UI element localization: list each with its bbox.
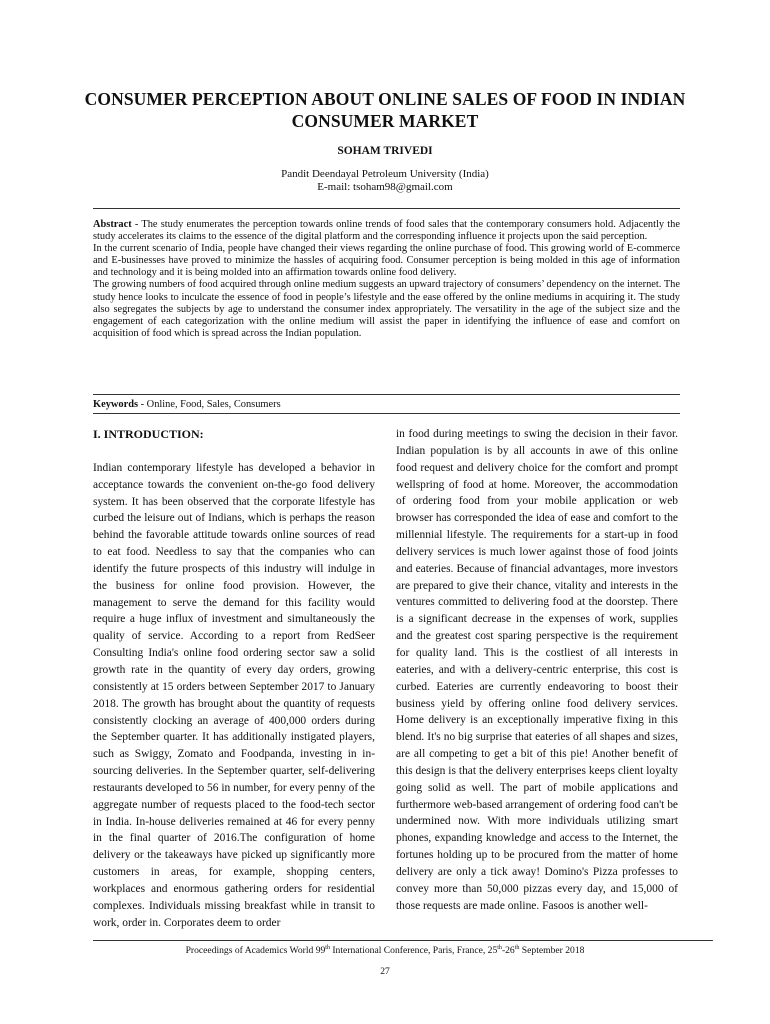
footer-citation xyxy=(0,945,770,956)
page-number: 27 xyxy=(380,966,390,977)
footer-dash: -26 xyxy=(501,945,515,956)
intro-paragraph-left: Indian contemporary lifestyle has developed a behavior in acceptance towards the convenient on-the-go food delivery system. It has been observed that the corporate lifestyle has curbed the leisure out of Indians, which is perhaps the reason behind the favorable attitude towards online sources of read to eat food. Needless to say that the companies who can identify the future prospects of this industry will indulge in the business for online food provision. However, the management to serve the demand for this facility would require a huge influx of investment and simultaneously the quality of service. According to a report from RedSeer Consulting India's online food ordering sector saw a solid growth rate in the quantity of every day orders, growing consistently at 15 orders between September 2017 to January 2018. The growth has brought about the quantity of requests consistently clocking an average of 400,000 orders during the September quarter. It has additionally instigated players, such as Swiggy, Zomato and Foodpanda, investing in in-sourcing deliveries. In the September quarter, self-delivering restaurants developed to 56 in number, for every penny of the aggregate number of requests placed to the food-tech sector in India. In-house deliveries remained at 46 for every penny in the final quarter of 2016.The configuration of home delivery or the takeaways have picked up significantly more customers in areas, for example, shopping centers, workplaces and enormous gathering orders for residential complexes. Individuals missing breakfast while in transit to work, order in. Corporates deem to order xyxy=(93,461,375,929)
keywords-top-rule xyxy=(93,394,680,395)
footer-suffix: September 2018 xyxy=(519,945,585,956)
section-heading-introduction: I. INTRODUCTION: xyxy=(93,427,204,441)
abstract xyxy=(93,219,680,340)
abstract-text-1: - The study enumerates the perception towards online trends of food sales that the contemporary consumers hold. Adjacently the study accelerates its claims to the essence of the digital platform and the corresponding influence it projects upon the said perception. xyxy=(93,219,680,243)
keywords-bottom-rule xyxy=(93,413,680,414)
abstract-label: Abstract xyxy=(93,219,132,230)
author-email: E-mail: tsoham98@gmail.com xyxy=(317,181,453,193)
footer-rule xyxy=(93,940,713,941)
body-column-right xyxy=(396,426,678,914)
keywords-label: Keywords xyxy=(93,399,139,410)
abstract-top-rule xyxy=(93,208,680,209)
footer-sup-2: th xyxy=(497,944,502,951)
body-column-left xyxy=(93,426,375,931)
footer-sup-1: th xyxy=(325,944,330,951)
intro-paragraph-right: in food during meetings to swing the decision in their favor. Indian population is by all accounts in awe of this online food request and delivery choice for the comfort and prompt wellspring of food at home. Moreover, the accommodation of ordering food from your mobile application or web browser has corresponded the idea of ease and comfort to the millennial lifestyle. The requirements for a start-up in food delivery services is much lower against those of food joints and eateries. Because of financial advantages, more investors are prepared to give their chance, vitality and interests in the ventures committed to delivering food at the doorstep. There is a significant decrease in the expenses of work, supplies and the greatest cost sparing perspective is the requirement for quality land. This is the costliest of all interests in eateries, and with a delivery-centric enterprise, this cost is curbed. Eateries are currently endeavoring to boost their business yield by offering online food delivery services. Home delivery is an exceptionally imperative fixing in this blend. It's no big surprise that eateries of all shapes and sizes, are all competing to get a bit of this pie! Another benefit of this design is that the delivery enterprises keeps client loyalty going solid as well. The part of mobile applications and furthermore web-based arrangement of ordering food can't be undermined now. With more individuals utilizing smart phones, expanding knowledge and access to the Internet, the fortunes holding up to be procured from the matter of home delivery are only a tick away! Domino's Pizza professes to convey more than 50,000 pizzas every day, and 15,000 of those requests are made online. Fasoos is another well- xyxy=(396,428,678,912)
abstract-paragraph-3: The growing numbers of food acquired through online medium suggests an upward trajectory of consumers’ dependency on the internet. The study hence looks to inculcate the essence of food in people’s lifestyle and the ease offered by the online mediums in acquiring it. The study also segregates the subjects by age to understand the consumer index appropriately. The versatility in the age of the subject size and the engagement of each categorization with the online medium will assist the paper in identifying the influence of ease and comfort on acquisition of food which is spread across the Indian population. xyxy=(93,279,680,339)
footer-sup-3: th xyxy=(514,944,520,951)
author-affiliation-block xyxy=(0,168,770,194)
affiliation: Pandit Deendayal Petroleum University (India) xyxy=(281,168,489,180)
paper-title: CONSUMER PERCEPTION ABOUT ONLINE SALES OF FOOD IN INDIAN CONSUMER MARKET xyxy=(84,89,686,131)
abstract-paragraph-2: In the current scenario of India, people have changed their views regarding the online purchase of food. This growing world of E-commerce and E-businesses have proved to minimize the hassles of acquiring food. Consumer perception is being molded in this age of information and technology and it is being molded into an affirmation towards online food delivery. xyxy=(93,243,680,279)
keywords-line xyxy=(93,399,680,410)
author-name: SOHAM TRIVEDI xyxy=(337,145,433,157)
footer-middle: International Conference, Paris, France, 25 xyxy=(329,945,498,956)
footer-prefix: Proceedings of Academics World 99 xyxy=(185,945,326,956)
keywords-text: - Online, Food, Sales, Consumers xyxy=(138,399,281,410)
abstract-paragraph-1 xyxy=(93,219,680,243)
